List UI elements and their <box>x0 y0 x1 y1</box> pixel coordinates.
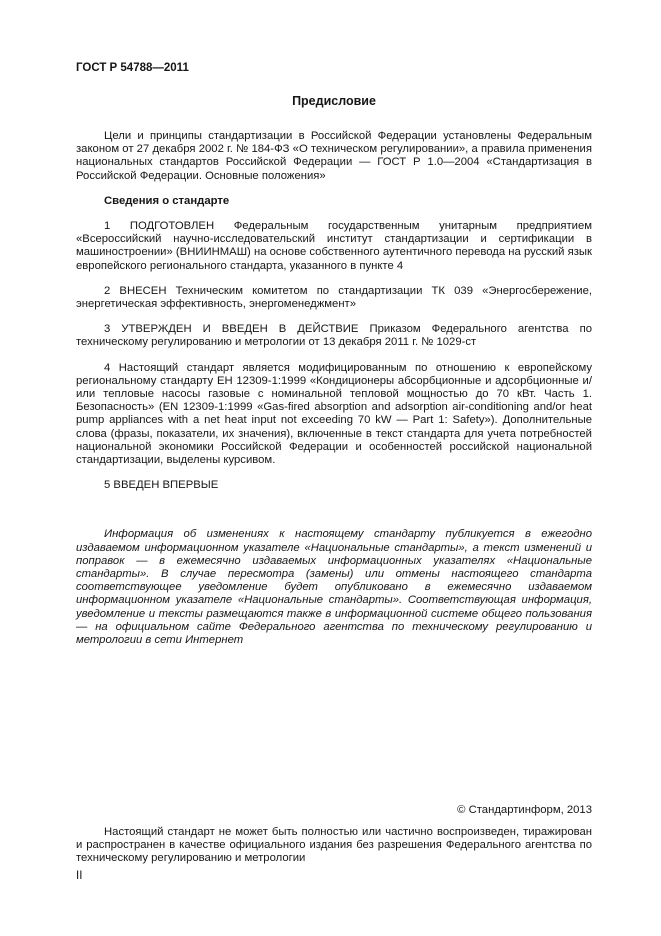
standard-item: 4 Настоящий стандарт является модифицированным по отношению к европейскому региональному стандарту ЕН 12309-1:1999 «Кондиционеры абсорбционные и адсорбционные и/или тепловые насосы газовые с номинальной тепловой мощностью до 70 кВт. Часть 1. Безопасность» (EN 12309-1:1999 «Gas-fired absorption and adsorption air-conditioning and/or heat pump appliances with a net heat input not exceeding 70 kW — Part 1: Safety»). Дополнительные слова (фразы, показатели, их значения), включенные в текст стандарта для учета потребностей национальной экономики Российской Федерации и особенностей российской национальной стандартизации, выделены курсивом. <box>76 361 592 467</box>
page-title: Предисловие <box>292 94 376 108</box>
page-number: II <box>76 870 83 882</box>
standard-item: 1 ПОДГОТОВЛЕН Федеральным государственным унитарным предприятием «Всероссийский научно-исследовательский институт стандартизации и сертификации в машиностроении» (ВНИИНМАШ) на основе собственного аутентичного перевода на русский язык европейского регионального стандарта, указанного в пункте 4 <box>76 220 592 272</box>
copyright-line: © Стандартинформ, 2013 <box>457 804 592 816</box>
restriction-paragraph: Настоящий стандарт не может быть полностью или частично воспроизведен, тиражирован и распространен в качестве официального издания без разрешения Федерального агентства по техническому регулированию и метрологии <box>76 826 592 865</box>
doc-header: ГОСТ Р 54788—2011 <box>76 62 189 74</box>
section-heading: Сведения о стандарте <box>104 194 230 207</box>
standard-item: 2 ВНЕСЕН Техническим комитетом по стандартизации ТК 039 «Энергосбережение, энергетическая эффективность, энергоменеджмент» <box>76 284 592 311</box>
document-page <box>76 62 592 659</box>
intro-paragraph: Цели и принципы стандартизации в Российской Федерации установлены Федеральным законом от 27 декабря 2002 г. № 184-ФЗ «О техническом регулировании», а правила применения национальных стандартов Российской Федерации — ГОСТ Р 1.0—2004 «Стандартизация в Российской Федерации. Основные положения» <box>76 130 592 182</box>
change-note-paragraph: Информация об изменениях к настоящему стандарту публикуется в ежегодно издаваемом информационном указателе «Национальные стандарты», а текст изменений и поправок — в ежемесячно издаваемых информационных указателях «Национальные стандарты». В случае пересмотра (замены) или отмены настоящего стандарта соответствующее уведомление будет опубликовано в ежемесячно издаваемом информационном указателе «Национальные стандарты». Соответствующая информация, уведомление и тексты размещаются также в информационной системе общего пользования — на официальном сайте Федерального агентства по техническому регулированию и метрологии в сети Интернет <box>76 528 592 647</box>
standard-item: 3 УТВЕРЖДЕН И ВВЕДЕН В ДЕЙСТВИЕ Приказом Федерального агентства по техническому регулированию и метрологии от 13 декабря 2011 г. № 1029-ст <box>76 323 592 349</box>
standard-item: 5 ВВЕДЕН ВПЕРВЫЕ <box>104 479 219 492</box>
standard-info-items <box>76 220 592 492</box>
